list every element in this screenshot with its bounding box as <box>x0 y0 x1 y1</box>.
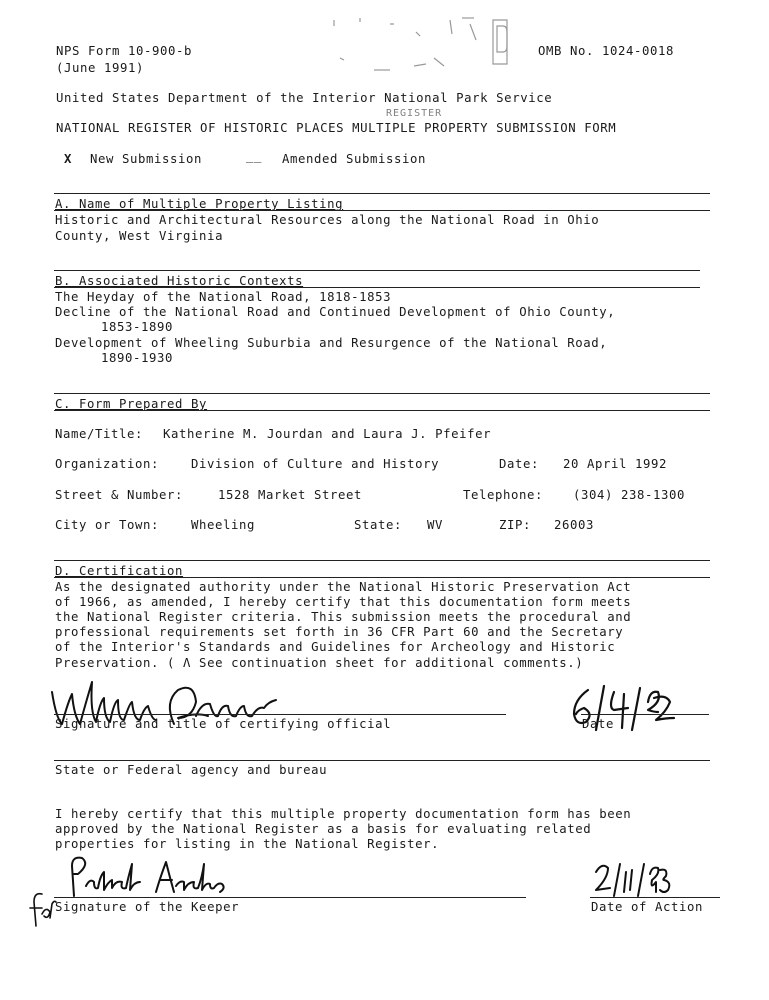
organization-value: Division of Culture and History <box>191 457 440 471</box>
section-d-heading-rule <box>54 577 710 578</box>
state-value: WV <box>427 518 444 532</box>
section-a-line-2: County, West Virginia <box>55 229 224 243</box>
agency-line <box>54 760 710 761</box>
date-of-action-label: Date of Action <box>591 900 704 914</box>
omb-number: OMB No. 1024-0018 <box>538 44 675 58</box>
zip-value: 26003 <box>554 518 595 532</box>
date-of-action-line <box>590 897 720 898</box>
amended-submission-label: Amended Submission <box>282 152 427 166</box>
keeper-certification-line-3: properties for listing in the National Register. <box>55 837 440 851</box>
certifying-signature-line <box>54 714 506 715</box>
city-value: Wheeling <box>191 518 256 532</box>
section-a-line-1: Historic and Architectural Resources along the National Road in Ohio <box>55 213 600 227</box>
section-b-heading-rule <box>54 287 700 288</box>
register-stamp-text: REGISTER <box>386 108 443 119</box>
form-number: NPS Form 10-900-b <box>56 44 193 58</box>
amended-submission-mark: __ <box>246 149 263 163</box>
prepared-date-value: 20 April 1992 <box>563 457 668 471</box>
section-b-line-3: 1853-1890 <box>101 320 174 334</box>
section-d-heading: D. Certification <box>55 564 184 578</box>
received-stamp <box>330 14 520 74</box>
keeper-signature <box>64 852 234 900</box>
new-submission-label: New Submission <box>90 152 203 166</box>
certification-date-label: Date <box>582 717 615 731</box>
section-c-heading-rule <box>54 410 710 411</box>
section-b-line-5: 1890-1930 <box>101 351 174 365</box>
received-stamp-marks <box>330 14 520 74</box>
name-title-value: Katherine M. Jourdan and Laura J. Pfeifer <box>163 427 492 441</box>
telephone-value: (304) 238-1300 <box>573 488 686 502</box>
city-label: City or Town: <box>55 518 160 532</box>
certification-line-1: As the designated authority under the National Historic Preservation Act <box>55 580 632 594</box>
date-of-action-handwritten <box>592 860 672 900</box>
keeper-certification-line-2: approved by the National Register as a basis for evaluating related <box>55 822 592 836</box>
keeper-signature-line <box>54 897 526 898</box>
certification-line-4: professional requirements set forth in 36 CFR Part 60 and the Secretary <box>55 625 624 639</box>
street-label: Street & Number: <box>55 488 184 502</box>
section-a-heading: A. Name of Multiple Property Listing <box>55 197 344 211</box>
certification-line-6: Preservation. ( Λ See continuation sheet for additional comments.) <box>55 656 584 670</box>
zip-label: ZIP: <box>499 518 532 532</box>
new-submission-mark: X <box>64 152 73 166</box>
state-label: State: <box>354 518 403 532</box>
section-b-line-2: Decline of the National Road and Continued Development of Ohio County, <box>55 305 616 319</box>
section-c-heading: C. Form Prepared By <box>55 397 208 411</box>
department-line: United States Department of the Interior National Park Service <box>56 91 553 105</box>
keeper-signature-label: Signature of the Keeper <box>55 900 240 914</box>
certification-line-5: of the Interior's Standards and Guidelines for Archeology and Historic <box>55 640 616 654</box>
section-b-top-rule <box>54 270 700 271</box>
certification-line-3: the National Register criteria. This submission meets the procedural and <box>55 610 632 624</box>
name-title-label: Name/Title: <box>55 427 144 441</box>
street-value: 1528 Market Street <box>218 488 363 502</box>
certifying-signature-label: Signature and title of certifying official <box>55 717 392 731</box>
certification-date-line <box>581 714 709 715</box>
form-date: (June 1991) <box>56 61 145 75</box>
agency-label: State or Federal agency and bureau <box>55 763 328 777</box>
organization-label: Organization: <box>55 457 160 471</box>
section-c-top-rule <box>54 393 710 394</box>
telephone-label: Telephone: <box>463 488 544 502</box>
section-b-line-4: Development of Wheeling Suburbia and Resurgence of the National Road, <box>55 336 608 350</box>
form-title: NATIONAL REGISTER OF HISTORIC PLACES MULTIPLE PROPERTY SUBMISSION FORM <box>56 121 617 135</box>
section-a-heading-rule <box>54 210 710 211</box>
keeper-certification-line-1: I hereby certify that this multiple property documentation form has been <box>55 807 632 821</box>
keeper-initials-mark <box>28 886 58 930</box>
section-d-top-rule <box>54 560 710 561</box>
section-b-heading: B. Associated Historic Contexts <box>55 274 304 288</box>
certification-line-2: of 1966, as amended, I hereby certify that this documentation form meets <box>55 595 632 609</box>
section-a-top-rule <box>54 193 710 194</box>
section-b-line-1: The Heyday of the National Road, 1818-1853 <box>55 290 392 304</box>
prepared-date-label: Date: <box>499 457 540 471</box>
